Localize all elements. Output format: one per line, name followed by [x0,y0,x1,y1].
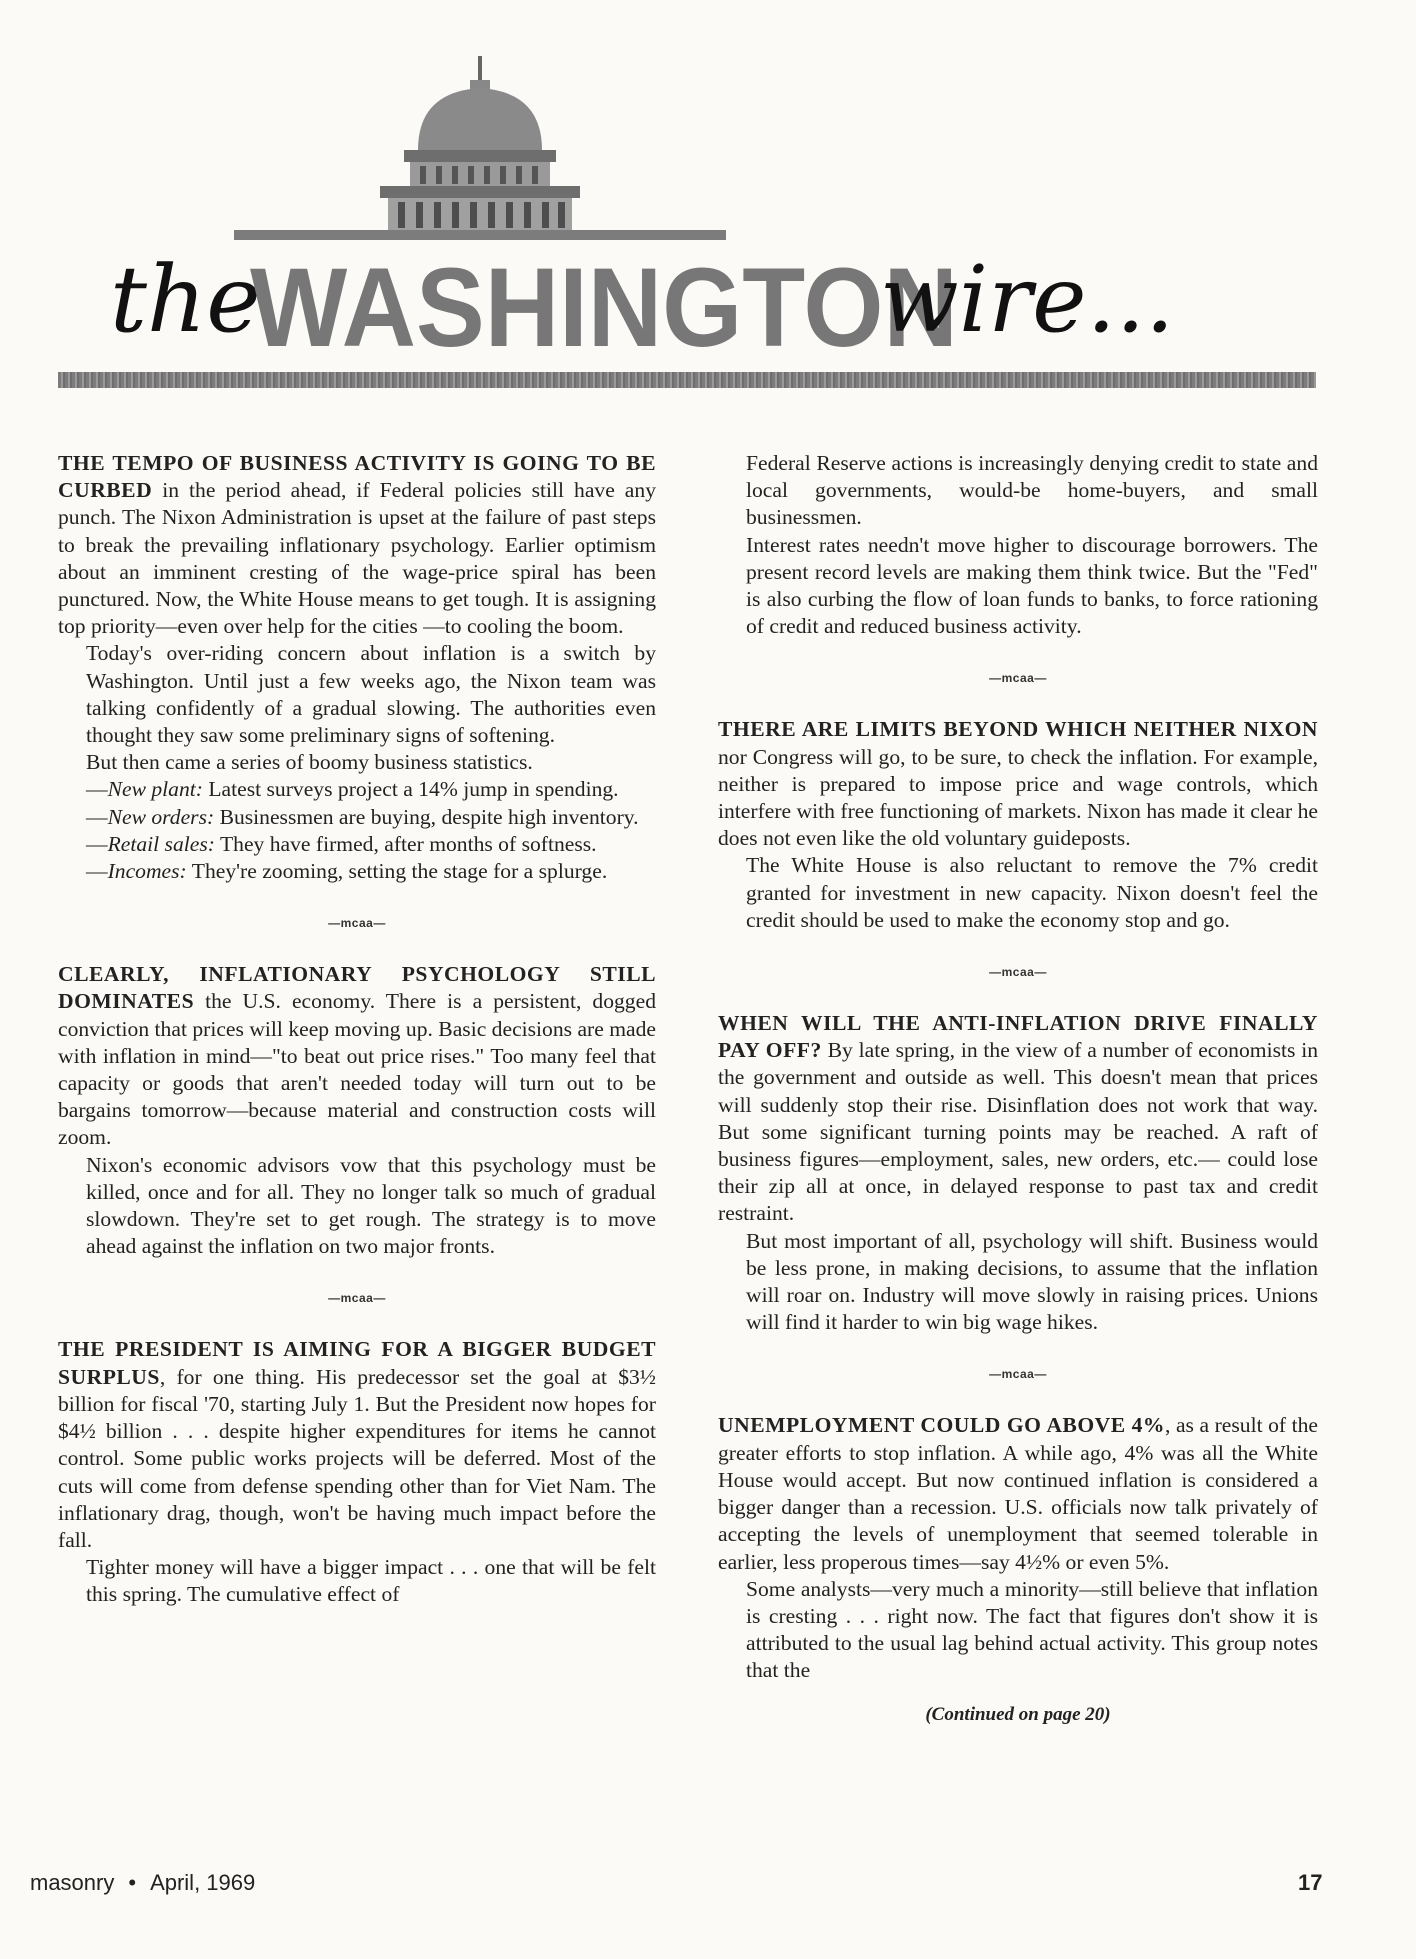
paragraph: Tighter money will have a bigger impact . . . one that will be felt this spring. The cumulative effect of [86,1555,656,1607]
masthead-suffix: wire... [880,246,1175,353]
masthead-prefix: the [110,246,261,353]
list-item-text: They're zooming, setting the stage for a splurge. [186,859,608,884]
section-budget [58,1336,656,1554]
section-separator: —mcaa— [989,1367,1047,1382]
continued-note: (Continued on page 20) [925,1703,1111,1725]
section-separator: —mcaa— [328,916,386,931]
footer-publication [30,1870,255,1896]
paragraph: But most important of all, psychology will shift. Business would be less prone, in making decisions, to assume that the inflation will roar on. Industry will move slowly in raising prices. Unions will find it harder to win big wage hikes. [746,1228,1318,1335]
section-text: nor Congress will go, to be sure, to check the inflation. For example, neither is prepared to impose price and wage controls, which interfere with free functioning of markets. Nixon has made it clear he does not even like the old voluntary guideposts. [718,744,1318,851]
list-item: —New plant: Latest surveys project a 14% jump in spending. [86,777,619,802]
section-payoff [718,1010,1318,1228]
paragraph: Interest rates needn't move higher to discourage borrowers. The present record levels are making them think twice. But the "Fed" is also curbing the flow of loan funds to banks, to force rationing of credit and reduced business activity. [746,532,1318,639]
list-item-label: Incomes: [107,859,187,884]
right-column [718,450,1318,1728]
section-text: , for one thing. His predecessor set the goal at $3½ billion for fiscal '70, starting July 1. But the President now hopes for $4½ billion . . . despite higher expenditures for items he cannot control. Some public works projects will be deferred. Most of the cuts will come from defense spending other than for Viet Nam. The inflationary drag, though, won't be having much impact before the fall. [58,1364,656,1552]
bullet: • [128,1870,137,1895]
section-heading: WHEN WILL THE ANTI-INFLATION DRIVE FINALLY PAY OFF? [718,1011,1318,1063]
section-text: the U.S. economy. There is a persistent, dogged conviction that prices will keep moving up. Basic decisions are made with inflation in mind—"to beat out price rises." Too many feel that capacity or goods that aren't needed today will turn out to be bargains tomorrow—because material and construction costs will zoom. [58,989,656,1150]
section-separator: —mcaa— [989,671,1047,686]
section-heading: THERE ARE LIMITS BEYOND WHICH NEITHER NIXON [718,717,1318,742]
paragraph: Today's over-riding concern about inflation is a switch by Washington. Until just a few weeks ago, the Nixon team was talking confidently of a gradual slowing. The authorities even thought they saw some preliminary signs of softening. [86,641,656,748]
list-item-label: Retail sales: [107,831,215,856]
masthead-title: WASHINGTON [250,245,958,370]
masthead [0,0,1416,400]
section-text: , as a result of the greater efforts to stop inflation. A while ago, 4% was all the White House would accept. But now continued inflation is considered a bigger danger than a recession. U.S. officials now talk privately of accepting the levels of unemployment that seemed tolerable in earlier, less properous times—say 4½% or even 5%. [718,1413,1318,1574]
section-limits [718,716,1318,852]
list-item: —Retail sales: They have firmed, after months of softness. [86,831,597,856]
section-text: By late spring, in the view of a number of economists in the government and outside as well. This doesn't mean that prices will suddenly stop their rise. Disinflation does not work that way. But some significant turning points may be reached. A raft of business figures—employment, sales, new orders, etc.— could lose their zip all at once, in delayed response to past tax and credit restraint. [718,1038,1318,1226]
section-heading: UNEMPLOYMENT COULD GO ABOVE 4% [718,1413,1166,1438]
section-heading: CLEARLY, INFLATIONARY PSYCHOLOGY STILL DOMINATES [58,962,656,1014]
masthead-rule [58,372,1316,388]
section-unemployment [718,1412,1318,1575]
section-separator: —mcaa— [328,1291,386,1306]
left-column [58,450,656,1609]
section-text: in the period ahead, if Federal policies still have any punch. The Nixon Administration is upset at the failure of past steps to break the prevailing inflationary psychology. Earlier optimism about an imminent cresting of the wage-price spiral has been punctured. Now, the White House means to get tough. It is assigning top priority—even over help for the cities —to cooling the boom. [58,478,656,639]
page-number: 17 [1298,1870,1323,1895]
paragraph: But then came a series of boomy business statistics. [86,750,533,775]
list-item-label: New orders: [107,804,215,829]
list-item: —Incomes: They're zooming, setting the stage for a splurge. [86,859,608,884]
list-item-label: New plant: [107,777,203,802]
paragraph: Some analysts—very much a minority—still believe that inflation is cresting . . . right now. The fact that figures don't show it is attributed to the usual lag behind actual activity. This group notes that the [746,1576,1318,1683]
list-item: —New orders: Businessmen are buying, despite high inventory. [86,804,639,829]
issue-date: April, 1969 [150,1870,256,1895]
section-heading: THE PRESIDENT IS AIMING FOR A BIGGER BUDGET SURPLUS [58,1337,656,1389]
paragraph: The White House is also reluctant to remove the 7% credit granted for investment in new capacity. Nixon doesn't feel the credit should be used to make the economy stop and go. [746,853,1318,932]
paragraph: Federal Reserve actions is increasingly denying credit to state and local governments, would-be home-buyers, and small businessmen. [746,451,1318,530]
section-psychology [58,961,656,1151]
publication-name: masonry [30,1870,115,1895]
section-separator: —mcaa— [989,965,1047,980]
list-item-text: They have firmed, after months of softness. [214,831,597,856]
paragraph: Nixon's economic advisors vow that this psychology must be killed, once and for all. They no longer talk so much of gradual slowdown. They're set to get rough. The strategy is to move ahead against the inflation on two major fronts. [86,1152,656,1259]
section-heading: THE TEMPO OF BUSINESS ACTIVITY IS GOING TO BE CURBED [58,451,656,503]
section-tempo [58,450,656,640]
list-item-text: Latest surveys project a 14% jump in spending. [202,777,619,802]
list-item-text: Businessmen are buying, despite high inventory. [214,804,639,829]
